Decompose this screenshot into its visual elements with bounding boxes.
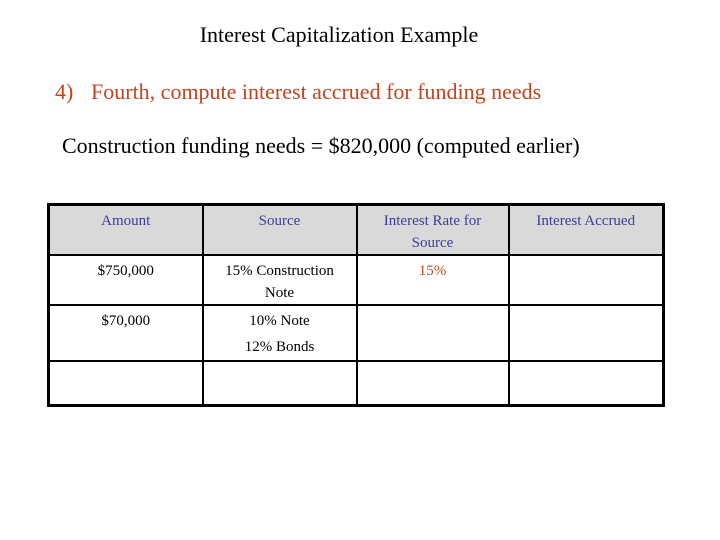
cell-amount: $750,000 [49,255,203,305]
cell-amount [49,361,203,406]
header-amount: Amount [49,205,203,256]
step-text: Fourth, compute interest accrued for funding needs [91,79,542,104]
header-interest-accrued: Interest Accrued [509,205,664,256]
cell-source [203,361,357,406]
step-heading [55,79,541,105]
slide-title: Interest Capitalization Example [199,22,479,47]
cell-accrued [509,255,664,305]
source-line: 15% Construction [225,263,334,279]
table-row [49,255,664,305]
cell-rate [357,305,509,361]
cell-source [203,305,357,361]
cell-rate [357,361,509,406]
table-header-row [49,205,664,256]
step-number: 4) [55,79,74,104]
cell-accrued [509,305,664,361]
funding-needs-formula: Construction funding needs = $820,000 (computed earlier) [62,133,580,158]
source-line: 12% Bonds [244,339,315,355]
header-source: Source [203,205,357,256]
cell-rate: 15% [357,255,509,305]
source-line: 10% Note [249,313,310,329]
header-interest-rate: Interest Rate for Source [357,205,509,256]
cell-source [203,255,357,305]
source-line: Note [264,285,295,301]
table-row [49,305,664,361]
cell-amount: $70,000 [49,305,203,361]
interest-table [47,203,665,407]
table-row [49,361,664,406]
cell-accrued [509,361,664,406]
